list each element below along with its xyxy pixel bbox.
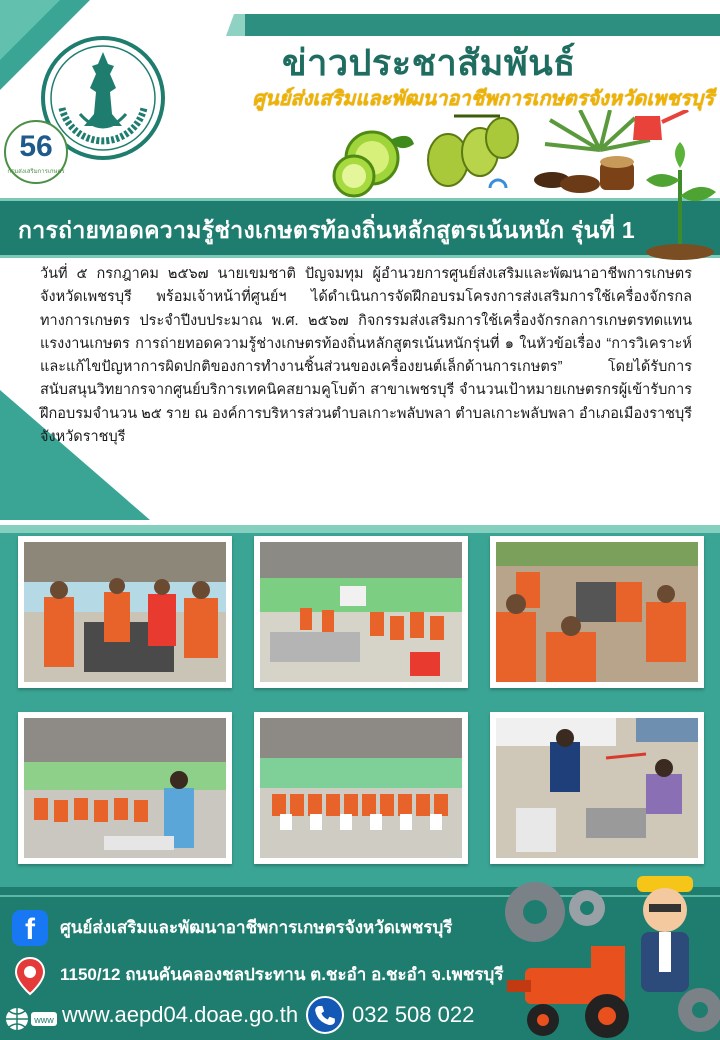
facebook-icon: f	[12, 910, 48, 946]
header-subtitle: ศูนย์ส่งเสริมและพัฒนาอาชีพการเกษตรจังหวัดเพชรบุรี	[252, 88, 714, 110]
header-stripe	[245, 14, 720, 36]
photo-2	[254, 536, 468, 688]
photo-2-image	[260, 542, 462, 682]
facebook-page-name[interactable]: ศูนย์ส่งเสริมและพัฒนาอาชีพการเกษตรจังหวัดเพชรบุรี	[60, 918, 453, 937]
photo-4-image	[24, 718, 226, 858]
header-title: ข่าวประชาสัมพันธ์	[282, 42, 576, 83]
photo-6-image	[496, 718, 698, 858]
www-label: www	[34, 1015, 54, 1025]
news-body-text: วันที่ ๕ กรกฎาคม ๒๕๖๗ นายเขมชาติ ปัญจมทุม ผู้อำนวยการศูนย์ส่งเสริมและพัฒนาอาชีพการเกษตรจังหวัดเพชรบุรี พร้อมเจ้าหน้าที่ศูนย์ฯ ได้ดำเนินการจัดฝึกอบรมโครงการส่งเสริมการใช้เครื่องจักรกลทางการเกษตร ประจำปีงบประมาณ พ.ศ. ๒๕๖๗ กิจกรรมส่งเสริมการใช้เครื่องจักรกลการเกษตรทดแทนแรงงานเกษตร การถ่ายทอดความรู้ช่างเกษตรท้องถิ่นหลักสูตรเน้นหนักรุ่นที่ ๑ ในหัวข้อเรื่อง “การวิเคราะห์และแก้ไขปัญหาการผิดปกติของการทำงานชิ้นส่วนของเครื่องยนต์เล็กด้านการเกษตร” โดยได้รับการสนับสนุนวิทยากรจากศูนย์บริการเทคนิคสยามคูโบต้า สาขาเพชรบุรี จำนวนเป้าหมายเกษตรกรผู้เข้ารับการฝึกอบรมจำนวน ๒๕ ราย ณ องค์การบริหารส่วนตำบลเกาะพลับพลา ตำบลเกาะพลับพลา อำเภอเมืองราชบุรี จังหวัดราชบุรี	[40, 266, 692, 446]
website-link[interactable]: www.aepd04.doae.go.th	[62, 1002, 299, 1027]
photo-4	[18, 712, 232, 864]
photo-grid-top-stripe	[0, 525, 720, 533]
mechanic-tractor-illustration	[495, 870, 720, 1040]
address-text: 1150/12 ถนนคันคลองชลประทาน ต.ชะอำ อ.ชะอำ จ.เพชรบุรี	[60, 965, 504, 984]
globe-web-icon	[4, 1004, 58, 1034]
seedling-icon	[640, 140, 720, 260]
phone-icon	[306, 996, 344, 1034]
photo-1	[18, 536, 232, 688]
photo-1-image	[24, 542, 226, 682]
anniversary-badge	[4, 120, 68, 184]
anniversary-caption: กรมส่งเสริมการเกษตร	[7, 169, 65, 175]
phone-number[interactable]: 032 508 022	[352, 1002, 475, 1027]
photo-3	[490, 536, 704, 688]
anniversary-number: 56	[19, 130, 53, 163]
photo-6	[490, 712, 704, 864]
location-pin-icon	[14, 956, 46, 996]
photo-3-image	[496, 542, 698, 682]
news-title: การถ่ายทอดความรู้ช่างเกษตรท้องถิ่นหลักสูตรเน้นหนัก รุ่นที่ 1	[18, 217, 635, 243]
photo-5	[254, 712, 468, 864]
photo-5-image	[260, 718, 462, 858]
